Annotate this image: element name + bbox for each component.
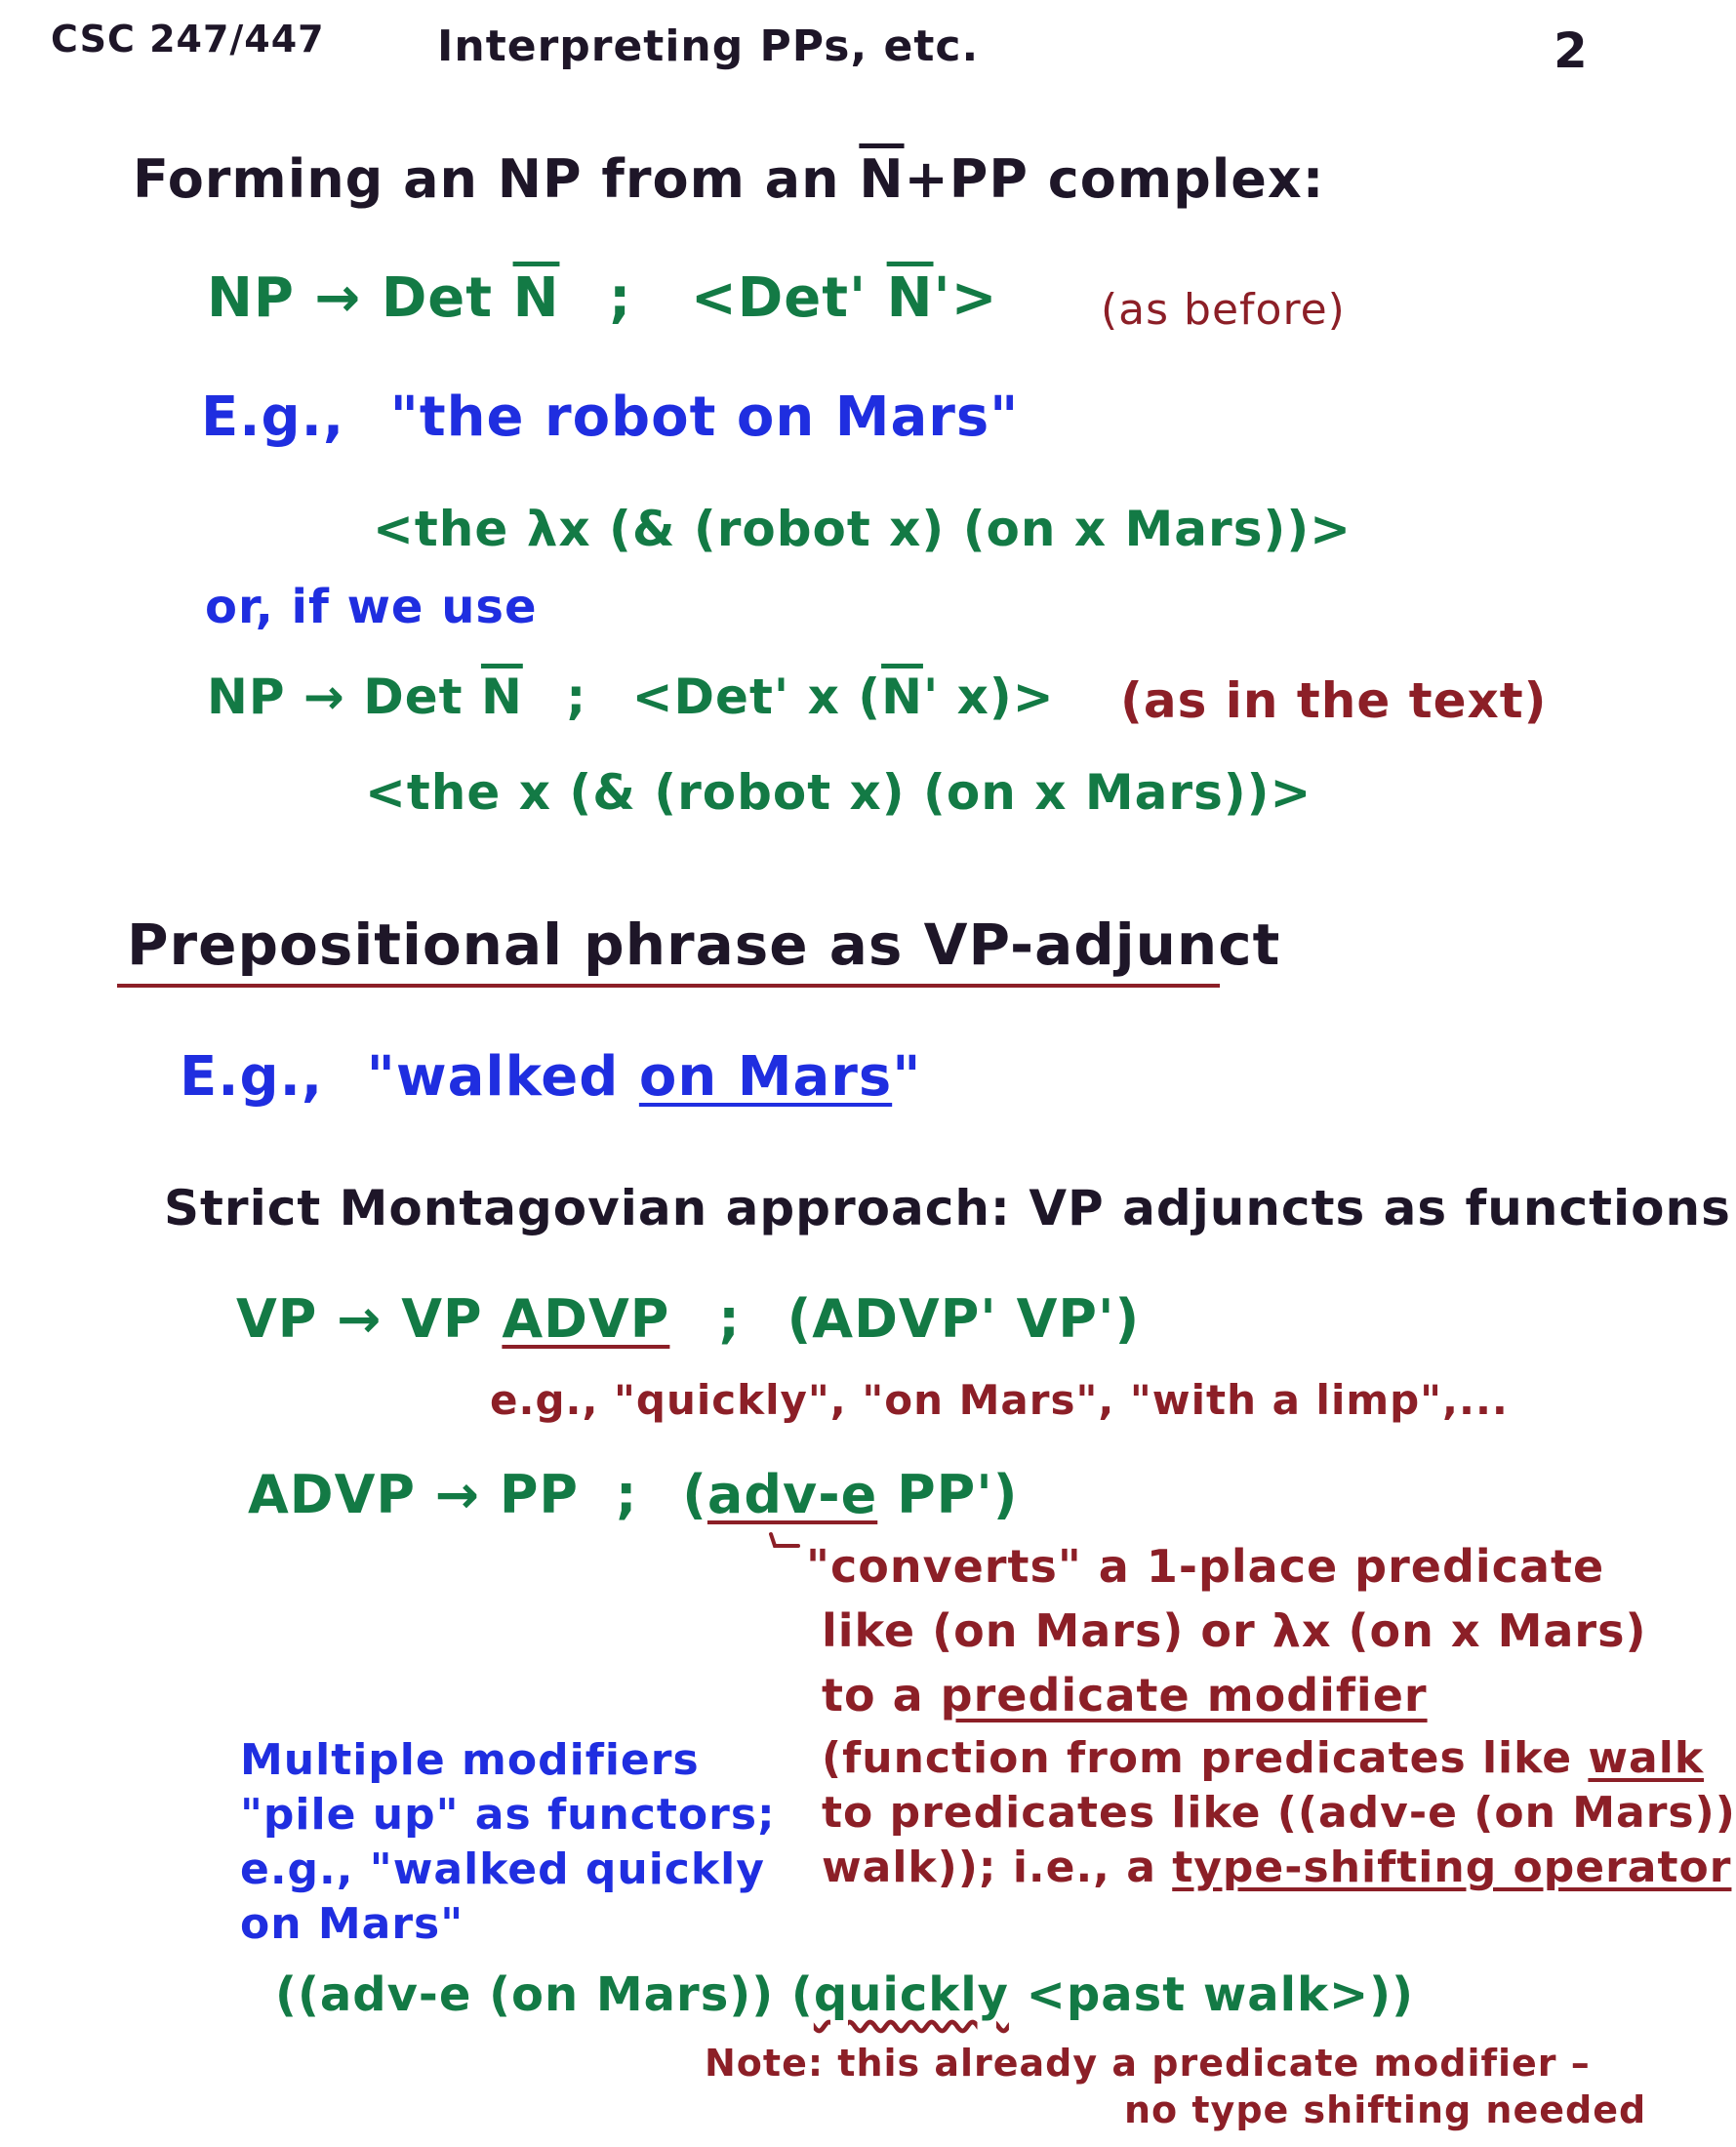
- multiple-line-2: "pile up" as functors;: [240, 1790, 776, 1840]
- multiple-line-1: Multiple modifiers: [240, 1735, 700, 1785]
- approach-line: Strict Montagovian approach: VP adjuncts as functions: [164, 1180, 1731, 1236]
- converts-line-5: to predicates like ((adv-e (on Mars)): [822, 1788, 1736, 1838]
- adv-e-underlined: adv-e: [707, 1464, 878, 1525]
- np-example: E.g., "the robot on Mars": [201, 385, 1020, 449]
- or-if-we-use: or, if we use: [205, 580, 538, 634]
- on-mars-underlined: on Mars: [638, 1045, 893, 1109]
- note-line-1: Note: this already a predicate modifier –: [705, 2042, 1591, 2085]
- converts-line-4: (function from predicates like walk: [822, 1733, 1705, 1783]
- np-example-lf-2: <the x (& (robot x) (on x Mars))>: [365, 764, 1312, 821]
- note-line-2: no type shifting needed: [1124, 2088, 1647, 2131]
- multiple-line-4: on Mars": [240, 1899, 464, 1949]
- np-heading: Forming an NP from an $\overline{N}+PP$ complex:: [133, 148, 1325, 210]
- converts-line-2: like (on Mars) or λx (on x Mars): [822, 1604, 1647, 1657]
- multiple-line-3: e.g., "walked quickly: [240, 1844, 765, 1894]
- np-rule-1-note: (as before): [1101, 285, 1346, 335]
- advp-rule: ADVP → PP ; (adv-e PP'): [248, 1464, 1019, 1525]
- np-rule-2: NP → Det $\overline{N}$ ; <Det' x ($\overline{N}'$ x)>: [207, 668, 1055, 725]
- converts-line-1: "converts" a 1-place predicate: [806, 1540, 1605, 1593]
- converts-line-3: to a predicate modifier: [822, 1669, 1428, 1722]
- page-number: 2: [1554, 22, 1589, 79]
- advp-underlined: ADVP: [502, 1288, 670, 1350]
- converts-pointer-icon: [767, 1532, 802, 1556]
- vp-heading: Prepositional phrase as VP-adjunct: [127, 911, 1281, 978]
- np-rule-1: NP → Det $\overline{N}$ ; <Det' $\overline{N}'>$: [207, 266, 998, 330]
- vp-heading-underline: [117, 984, 1220, 988]
- np-example-lf-1: <the λx (& (robot x) (on x Mars))>: [373, 501, 1352, 557]
- np-rule-2-note: (as in the text): [1120, 672, 1548, 729]
- converts-line-6: walk)); i.e., a type-shifting operator: [822, 1843, 1732, 1892]
- vp-example: E.g., "walked on Mars": [180, 1045, 922, 1109]
- vp-rule-1: VP → VP ADVP ; (ADVP' VP'): [236, 1288, 1141, 1350]
- course-code: CSC 247/447: [51, 18, 325, 61]
- final-lf: ((adv-e (on Mars)) (quickly <past walk>)): [275, 1967, 1415, 2022]
- vp-rule-1-examples: e.g., "quickly", "on Mars", "with a limp",...: [490, 1376, 1509, 1424]
- page-title: Interpreting PPs, etc.: [437, 21, 980, 71]
